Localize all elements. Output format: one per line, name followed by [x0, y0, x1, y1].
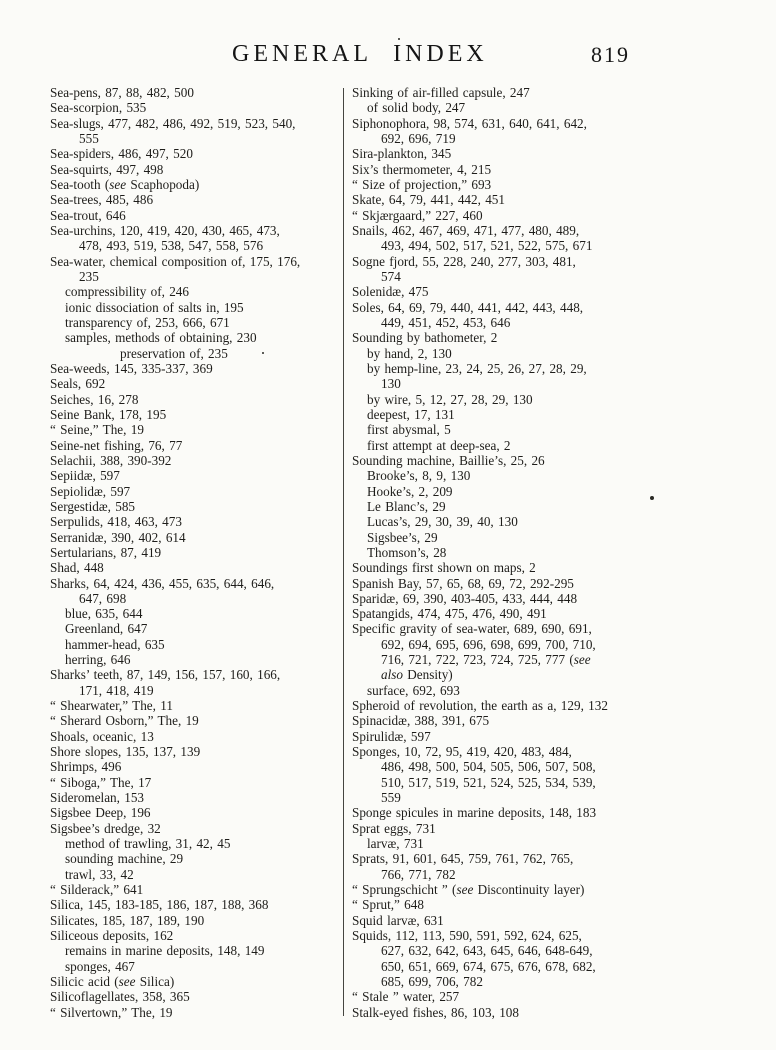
index-entry-line: Shoals, oceanic, 13 [50, 728, 154, 744]
index-entry-line: 171, 418, 419 [79, 682, 154, 698]
index-entry-line: “ Silvertown,” The, 19 [50, 1004, 173, 1020]
index-entry-line: 559 [381, 790, 401, 806]
index-entry-line: first abysmal, 5 [367, 422, 451, 438]
index-entry-line: Brooke’s, 8, 9, 130 [367, 468, 471, 484]
index-entry-line: Silicoflagellates, 358, 365 [50, 989, 190, 1005]
page-number: 819 [591, 42, 630, 67]
scan-speck [650, 496, 654, 500]
index-entry-line: surface, 692, 693 [367, 682, 460, 698]
index-entry-line: 650, 651, 669, 674, 675, 676, 678, 682, [381, 958, 596, 974]
index-column-right [352, 85, 734, 1020]
index-entry-line: first attempt at deep-sea, 2 [367, 437, 511, 453]
index-entry-line: “ Sprut,” 648 [352, 897, 424, 913]
index-entry-line: Squids, 112, 113, 590, 591, 592, 624, 625, [352, 928, 582, 944]
index-entry-line: Serranidæ, 390, 402, 614 [50, 529, 186, 545]
index-entry-line: Sea-squirts, 497, 498 [50, 161, 164, 177]
index-entry-line: Spanish Bay, 57, 65, 68, 69, 72, 292-295 [352, 575, 574, 591]
index-entry-line: sponges, 467 [65, 958, 135, 974]
index-entry-line: by wire, 5, 12, 27, 28, 29, 130 [367, 391, 533, 407]
index-entry-line: compressibility of, 246 [65, 284, 189, 300]
index-entry-line: deepest, 17, 131 [367, 406, 455, 422]
index-entry-line: Siphonophora, 98, 574, 631, 640, 641, 642, [352, 115, 587, 131]
index-entry-line: 486, 498, 500, 504, 505, 506, 507, 508, [381, 759, 596, 775]
index-entry-line: Silicates, 185, 187, 189, 190 [50, 912, 205, 928]
index-entry-line: also Density) [381, 667, 453, 683]
index-entry-line: samples, methods of obtaining, 230 [65, 330, 257, 346]
index-entry-line: Shrimps, 496 [50, 759, 122, 775]
index-entry-line: Sea-urchins, 120, 419, 420, 430, 465, 473, [50, 222, 280, 238]
index-entry-line: Skate, 64, 79, 441, 442, 451 [352, 192, 505, 208]
index-entry-line: Seine-net fishing, 76, 77 [50, 437, 183, 453]
index-entry-line: “ Skjærgaard,” 227, 460 [352, 207, 483, 223]
index-entry-line: Sea-scorpion, 535 [50, 100, 147, 116]
index-entry-line: Sponges, 10, 72, 95, 419, 420, 483, 484, [352, 744, 572, 760]
index-entry-line: Sharks’ teeth, 87, 149, 156, 157, 160, 166, [50, 667, 281, 683]
index-entry-line: Sounding by bathometer, 2 [352, 330, 498, 346]
index-entry-line: Sprat eggs, 731 [352, 820, 436, 836]
index-entry-line: Solenidæ, 475 [352, 284, 429, 300]
index-entry-line: Sigsbee’s, 29 [367, 529, 438, 545]
index-entry-line: Lucas’s, 29, 30, 39, 40, 130 [367, 514, 518, 530]
index-entry-line: Soundings first shown on maps, 2 [352, 560, 536, 576]
index-entry-line: 692, 694, 695, 696, 698, 699, 700, 710, [381, 636, 596, 652]
index-entry-line: sounding machine, 29 [65, 851, 184, 867]
index-entry-line: Sponge spicules in marine deposits, 148, 183 [352, 805, 597, 821]
index-entry-line: Stalk-eyed fishes, 86, 103, 108 [352, 1004, 519, 1020]
index-entry-line: by hemp-line, 23, 24, 25, 26, 27, 28, 29, [367, 360, 587, 376]
index-entry-line: Sira-plankton, 345 [352, 146, 452, 162]
index-entry-line: Sprats, 91, 601, 645, 759, 761, 762, 765, [352, 851, 574, 867]
index-entry-line: Spatangids, 474, 475, 476, 490, 491 [352, 606, 547, 622]
index-entry-line: of solid body, 247 [367, 100, 466, 116]
index-entry-line: “ Shearwater,” The, 11 [50, 698, 173, 714]
index-entry-line: Spirulidæ, 597 [352, 728, 431, 744]
index-entry-line: “ Siboga,” The, 17 [50, 774, 152, 790]
index-entry-line: Silica, 145, 183-185, 186, 187, 188, 368 [50, 897, 269, 913]
index-entry-line: Shore slopes, 135, 137, 139 [50, 744, 201, 760]
index-entry-line: Seals, 692 [50, 376, 106, 392]
index-entry-line: by hand, 2, 130 [367, 345, 452, 361]
index-entry-line: preservation of, 235 [120, 345, 228, 361]
index-entry-line: 478, 493, 519, 538, 547, 558, 576 [79, 238, 264, 254]
index-entry-line: 510, 517, 519, 521, 524, 525, 534, 539, [381, 774, 596, 790]
index-entry-line: Serpulids, 418, 463, 473 [50, 514, 182, 530]
index-entry-line: Sea-trees, 485, 486 [50, 192, 154, 208]
index-column-left [50, 85, 344, 1020]
index-entry-line: “ Seine,” The, 19 [50, 422, 144, 438]
index-entry-line: Hooke’s, 2, 209 [367, 483, 453, 499]
page-title: GENERAL INDEX [232, 41, 488, 67]
index-entry-line: “ Stale ” water, 257 [352, 989, 460, 1005]
index-entry-line: 627, 632, 642, 643, 645, 646, 648-649, [381, 943, 593, 959]
index-entry-line: Sea-trout, 646 [50, 207, 126, 223]
index-entry-line: Specific gravity of sea-water, 689, 690, 691, [352, 621, 592, 637]
index-entry-line: 766, 771, 782 [381, 866, 456, 882]
index-entry-line: Six’s thermometer, 4, 215 [352, 161, 492, 177]
index-entry-line: Seiches, 16, 278 [50, 391, 139, 407]
index-entry-line: Sogne fjord, 55, 228, 240, 277, 303, 481, [352, 253, 576, 269]
index-entry-line: Le Blanc’s, 29 [367, 498, 446, 514]
index-entry-line: 235 [79, 268, 99, 284]
index-entry-line: Sergestidæ, 585 [50, 498, 136, 514]
index-entry-line: 574 [381, 268, 401, 284]
index-entry-line: herring, 646 [65, 652, 131, 668]
index-entry-line: “ Sherard Osborn,” The, 19 [50, 713, 199, 729]
index-entry-line: remains in marine deposits, 148, 149 [65, 943, 265, 959]
index-entry-line: Sinking of air-filled capsule, 247 [352, 85, 530, 100]
index-entry-line: Spinacidæ, 388, 391, 675 [352, 713, 490, 729]
index-entry-line: 685, 699, 706, 782 [381, 974, 483, 990]
index-entry-line: 130 [381, 376, 401, 392]
index-entry-line: Spheroid of revolution, the earth as a, 129, 132 [352, 698, 608, 714]
index-entry-line: hammer-head, 635 [65, 636, 165, 652]
index-entry-line: larvæ, 731 [367, 836, 424, 852]
index-entry-line: method of trawling, 31, 42, 45 [65, 836, 231, 852]
index-entry-line: “ Silderack,” 641 [50, 882, 144, 898]
index-entry-line: Sounding machine, Baillie’s, 25, 26 [352, 452, 545, 468]
index-entry-line: Shad, 448 [50, 560, 104, 576]
index-entry-line: Squid larvæ, 631 [352, 912, 444, 928]
scan-speck [262, 352, 264, 354]
index-entry-line: 493, 494, 502, 517, 521, 522, 575, 671 [381, 238, 593, 254]
index-entry-line: Sea-tooth (see Scaphopoda) [50, 176, 200, 192]
index-entry-line: 449, 451, 452, 453, 646 [381, 314, 511, 330]
scan-speck [398, 38, 400, 40]
index-entry-line: Sea-weeds, 145, 335-337, 369 [50, 360, 213, 376]
index-entry-line: 716, 721, 722, 723, 724, 725, 777 (see [381, 652, 591, 668]
index-entry-line: blue, 635, 644 [65, 606, 143, 622]
index-entry-line: Sea-pens, 87, 88, 482, 500 [50, 85, 194, 100]
index-entry-line: trawl, 33, 42 [65, 866, 134, 882]
index-entry-line: Sea-slugs, 477, 482, 486, 492, 519, 523, 540, [50, 115, 296, 131]
index-entry-line: “ Sprungschicht ” (see Discontinuity layer) [352, 882, 585, 898]
index-entry-line: Seine Bank, 178, 195 [50, 406, 167, 422]
index-entry-line: Sideromelan, 153 [50, 790, 145, 806]
index-entry-line: Snails, 462, 467, 469, 471, 477, 480, 489, [352, 222, 580, 238]
index-entry-line: Sigsbee’s dredge, 32 [50, 820, 161, 836]
index-entry-line: Greenland, 647 [65, 621, 148, 637]
index-entry-line: Silicic acid (see Silica) [50, 974, 175, 990]
index-entry-line: Sharks, 64, 424, 436, 455, 635, 644, 646, [50, 575, 275, 591]
index-entry-line: transparency of, 253, 666, 671 [65, 314, 230, 330]
index-entry-line: Sigsbee Deep, 196 [50, 805, 151, 821]
index-entry-line: Sea-water, chemical composition of, 175, 176, [50, 253, 301, 269]
index-entry-line: ionic dissociation of salts in, 195 [65, 299, 244, 315]
index-entry-line: Sepiolidæ, 597 [50, 483, 131, 499]
index-entry-line: Sepiidæ, 597 [50, 468, 120, 484]
index-entry-line: 555 [79, 130, 99, 146]
index-entry-line: 692, 696, 719 [381, 130, 456, 146]
index-entry-line: “ Size of projection,” 693 [352, 176, 492, 192]
index-entry-line: Soles, 64, 69, 79, 440, 441, 442, 443, 448, [352, 299, 584, 315]
index-entry-line: 647, 698 [79, 590, 127, 606]
index-entry-line: Sertularians, 87, 419 [50, 544, 162, 560]
index-entry-line: Selachii, 388, 390-392 [50, 452, 172, 468]
index-entry-line: Sea-spiders, 486, 497, 520 [50, 146, 193, 162]
index-entry-line: Sparidæ, 69, 390, 403-405, 433, 444, 448 [352, 590, 578, 606]
index-entry-line: Thomson’s, 28 [367, 544, 447, 560]
index-entry-line: Siliceous deposits, 162 [50, 928, 174, 944]
